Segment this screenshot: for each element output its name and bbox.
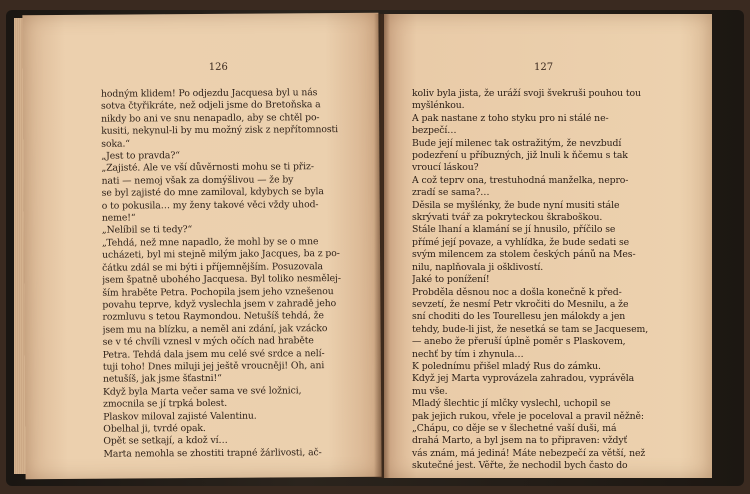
text-line: sotva čtyřikráte, než odjeli jsme do Bretoňska a (100, 99, 321, 113)
text-line: ucházeti, byl mi stejně milým jako Jacques, ba z po- (102, 248, 340, 261)
text-line: koliv byla jista, že uráží svoji švekruši pouhou tou (412, 88, 641, 99)
text-line: hodným klidem! Po odjezdu Jacquesa byl u nás (100, 87, 318, 100)
text-line: Petra. Tehdá dala jsem mu celé své srdce a nelí- (102, 347, 325, 361)
text-line: „Nelíbil se ti tedy?“ (101, 224, 193, 237)
text-line: o to pokusila… my ženy takové věci vždy uhod- (101, 198, 319, 212)
text-line: Stále lhaní a klamání se jí hnusilo, příčilo se (412, 224, 616, 236)
text-line: tuji toho! Dnes miluji jej ještě vroucněji! Oh, ani (102, 360, 325, 373)
text-line: soka.“ (101, 138, 130, 150)
text-line: nati — nemoj však za domýšlivou — že by (101, 174, 294, 187)
text-line: vroucí láskou? (412, 162, 479, 174)
text-line: „Tehdá, než mne napadlo, že mohl by se o mne (101, 236, 319, 249)
text-line: podezření u příbuzných, již lnuli k ňčemu s tak (412, 150, 628, 162)
text-line: tehdy, bude-li jist, že nesetká se tam se Jacquesem, (412, 323, 649, 335)
right-page (384, 14, 712, 478)
text-line: sní choditi do les Tourellesu jen málokdy a jen (412, 311, 626, 323)
text-line: — anebo že přeruší úplně poměr s Plaskovem, (412, 336, 626, 348)
text-line: čátku zdál se mi býti i příjemnějším. Posuzovala (102, 260, 323, 274)
text-line: zradí se sama?… (412, 187, 490, 199)
text-line: Když jej Marta vyprovázela zahradou, vyprávěla (412, 373, 635, 385)
text-line: Obelhal ji, tvrdé opak. (103, 422, 206, 435)
text-line: přímé její povaze, a vyhlídka, že bude sedati se (412, 236, 630, 248)
text-line: netušíš, jak jsme šťastni!“ (102, 373, 222, 386)
text-line: Mladý šlechtic jí mlčky vyslechl, uchopil se (412, 398, 611, 410)
right-page-number: 127 (534, 62, 554, 73)
text-line: Když byla Marta večer sama ve své ložnici, (102, 385, 302, 398)
text-line: Plaskov miloval zajisté Valentinu. (103, 410, 257, 423)
text-line: K polednímu přišel mladý Rus do zámku. (412, 360, 601, 372)
text-line: A pak nastane z toho styku pro ni stálé ne- (412, 112, 609, 124)
text-line: se v té chvíli vznesl v mých očích nad hraběte (102, 335, 314, 348)
text-line: bezpečí… (412, 125, 457, 137)
text-line: jsem mu na blízku, a neměl ani zdání, jak vzácko (102, 322, 328, 336)
text-line: mu vše. (412, 385, 448, 397)
text-line: nechť by tím i zhynula… (412, 348, 524, 360)
text-line: neme!“ (101, 212, 136, 224)
text-line: drahá Marto, a byl jsem na to připraven: vždyť (412, 435, 628, 447)
text-line: se byl zajisté do mne zamiloval, kdybych se byla (101, 186, 324, 199)
text-line: zmocnila se jí trpká bolest. (103, 397, 228, 410)
text-line: nikdy bo ani ve snu nenapadlo, aby se chtěl po- (101, 111, 320, 125)
text-line: sevzetí, že nesmí Petr vkročiti do Mesnilu, a že (412, 298, 629, 310)
text-line: jsem špatně ubohého Jacquesa. Byl toliko nesmělej- (102, 273, 341, 286)
text-line: Jaké to ponížení! (412, 274, 490, 286)
text-line: Probděla děsnou noc a došla konečně k před- (412, 286, 622, 298)
text-line: skrývati tvář za pokryteckou škraboškou. (412, 212, 603, 224)
text-line: „Jest to pravda?“ (101, 150, 180, 162)
text-line: myšlénkou. (412, 100, 465, 112)
text-line: Děsila se myšlénky, že bude nyní musiti stále (412, 199, 620, 211)
left-page-text (101, 87, 372, 461)
text-line: kusiti, nekynul-li by mu možný zisk z nepřítomnosti (101, 124, 339, 137)
text-line: nilu, naplňovala ji ošklivostí. (412, 261, 544, 273)
text-line: pak jejich rukou, vřele je poceloval a pravil něžně: (412, 410, 644, 422)
text-line: skutečné jest. Věřte, že nechodil bych často do (412, 460, 628, 472)
text-line: svým milencem za stolem českých pánů na Mes- (412, 249, 636, 261)
text-line: „Chápu, co děje se v šlechetné vaší duši, má (412, 422, 617, 434)
text-line: ším hraběte Petra. Pochopila jsem jeho vznešenou (102, 285, 334, 299)
text-line: „Zajisté. Ale ve vší důvěrnosti mohu se ti přiz- (101, 161, 314, 175)
text-line: Opět se setkají, a kdož ví… (103, 435, 228, 448)
text-line: A což teprv ona, trestuhodná manželka, nepro- (412, 174, 629, 186)
text-line: Marta nemohla se zhostiti trapné žárlivosti, ač- (103, 446, 322, 460)
right-page-text (412, 88, 696, 473)
left-page (22, 13, 381, 479)
text-line: Bude její milenec tak ostražitým, že nevzbudí (412, 137, 622, 149)
book-gutter (374, 14, 390, 478)
text-line: povahu teprve, když vyslechla jsem v zahradě jeho (102, 297, 337, 311)
text-line: rozmluvu s tetou Raymondou. Netušíš tehdá, že (102, 310, 324, 324)
text-line: vás znám, má jediná! Máte nebezpečí za větší, než (412, 447, 646, 459)
left-page-number: 126 (208, 61, 228, 73)
